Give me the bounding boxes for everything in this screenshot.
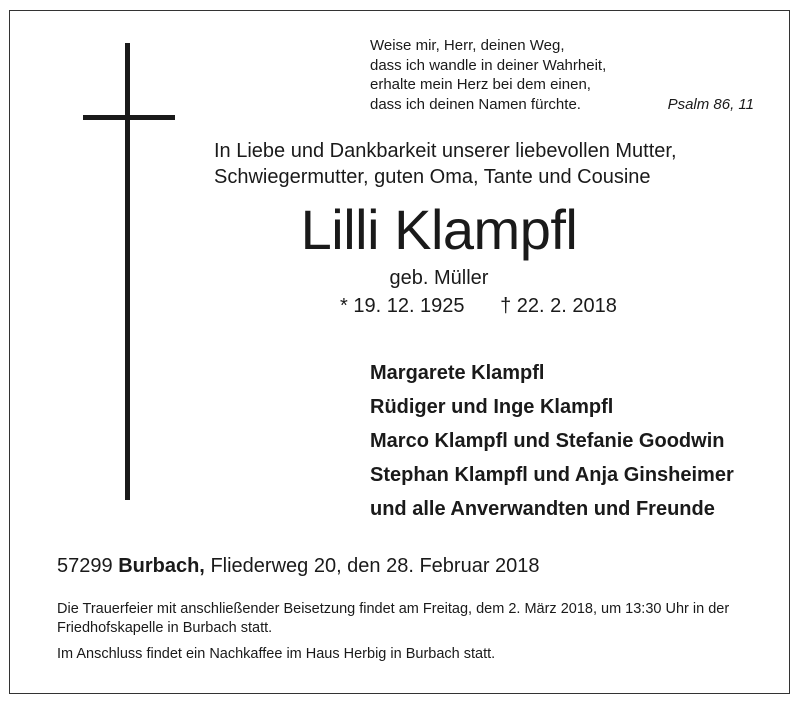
mourner-name: und alle Anverwandten und Freunde [370,498,715,520]
intro-line: In Liebe und Dankbarkeit unserer liebevollen Mutter, [214,140,677,162]
life-dates [340,295,617,318]
place-and-date [57,555,540,578]
psalm-quote [370,36,754,114]
address-date: Fliederweg 20, den 28. Februar 2018 [210,555,540,577]
birth-name: geb. Müller [389,267,489,289]
psalm-reference: Psalm 86, 11 [667,95,754,113]
mourner-name: Margarete Klampfl [370,362,545,384]
funeral-info: Die Trauerfeier mit anschließender Beisetzung findet am Freitag, dem 2. März 2018, um 13:30 Uhr in der Friedhofskapelle in Burbach statt. [57,601,730,636]
intro-text [214,138,677,190]
funeral-notes [57,600,777,664]
coffee-info: Im Anschluss findet ein Nachkaffee im Haus Herbig in Burbach statt. [57,646,496,662]
mourners-list [370,356,734,526]
birth-date: * 19. 12. 1925 [340,295,465,317]
psalm-line: dass ich deinen Namen fürchte. [370,95,581,113]
mourner-name: Rüdiger und Inge Klampfl [370,396,614,418]
intro-line: Schwiegermutter, guten Oma, Tante und Cousine [214,166,651,188]
mourner-name: Stephan Klampfl und Anja Ginsheimer [370,464,734,486]
deceased-name: Lilli Klampfl [300,198,578,261]
psalm-line: dass ich wandle in deiner Wahrheit, [370,56,607,74]
psalm-line: erhalte mein Herz bei dem einen, [370,76,591,93]
psalm-line: Weise mir, Herr, deinen Weg, [370,37,565,54]
death-date: † 22. 2. 2018 [500,295,617,317]
mourner-name: Marco Klampfl und Stefanie Goodwin [370,430,725,452]
postcode: 57299 [57,555,113,577]
city: Burbach, [118,555,205,577]
